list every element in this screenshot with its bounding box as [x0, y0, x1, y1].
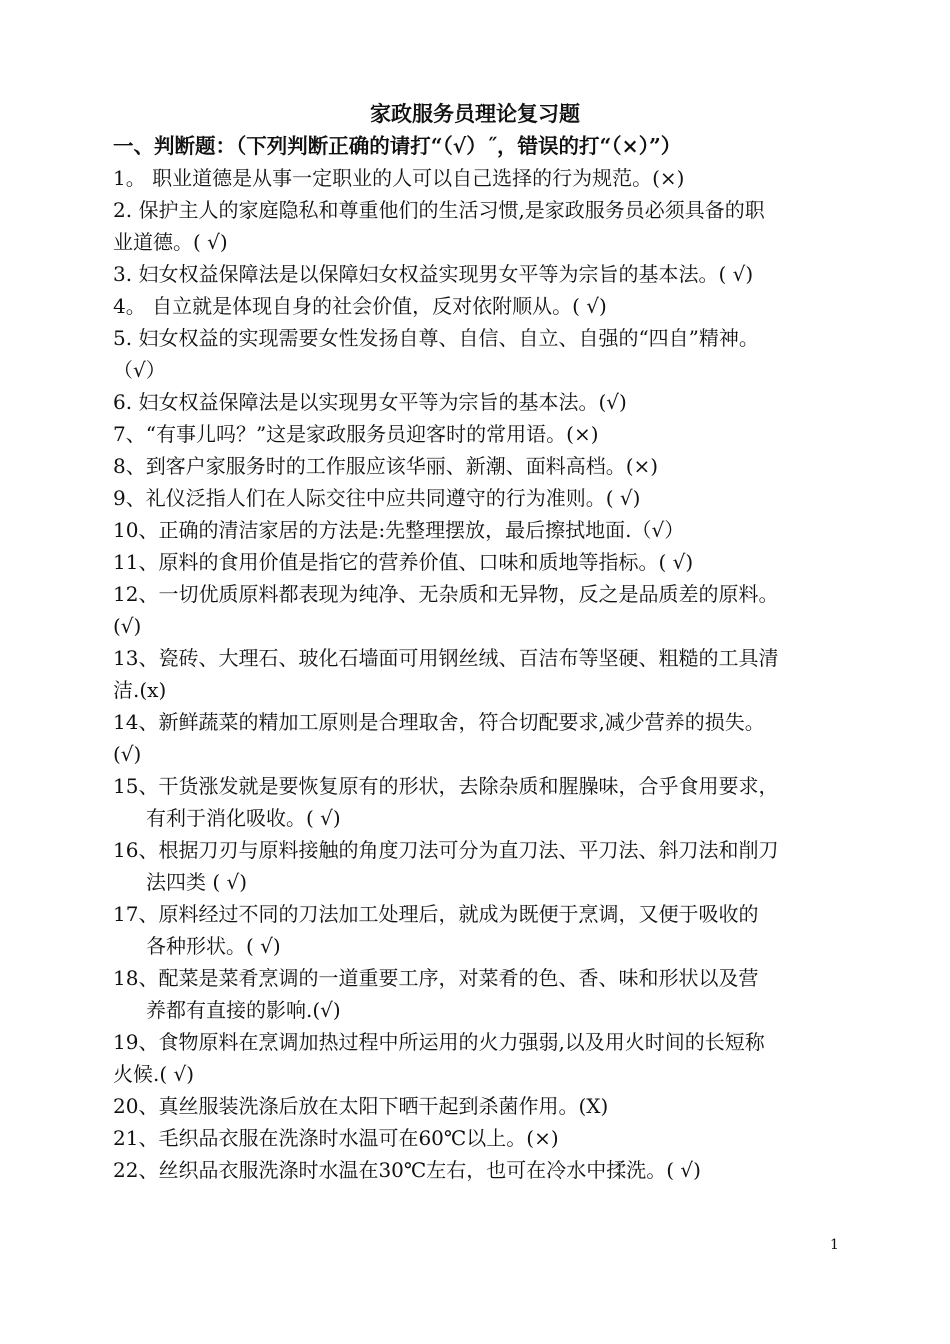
question-item [113, 1154, 858, 1186]
question-item [113, 898, 858, 962]
question-text: 7、“有事儿吗？”这是家政服务员迎客时的常用语。(×) [113, 422, 599, 446]
question-text-continuation: 有利于消化吸收。( √) [146, 806, 341, 830]
question-text: 8、到客户家服务时的工作服应该华丽、新潮、面料高档。(×) [113, 454, 659, 478]
question-text-continuation: (√) [113, 614, 142, 638]
section-heading: 一、判断题：（下列判断正确的请打“（√）˝，错误的打“（×）”） [113, 134, 682, 158]
question-item [113, 706, 858, 770]
question-text: 5. 妇女权益的实现需要女性发扬自尊、自信、自立、自强的“四自”精神。 [113, 326, 759, 350]
question-text: 4。 自立就是体现自身的社会价值，反对依附顺从。( √) [113, 294, 607, 318]
question-item [113, 290, 858, 322]
question-item [113, 514, 858, 546]
question-item [113, 1026, 858, 1090]
question-text: 15、干货涨发就是要恢复原有的形状，去除杂质和腥臊味，合乎食用要求， [113, 774, 779, 798]
page-number: 1 [830, 1237, 839, 1253]
question-text: 2. 保护主人的家庭隐私和尊重他们的生活习惯,是家政服务员必须具备的职 [113, 198, 765, 222]
question-text-continuation: 业道德。( √) [113, 230, 228, 254]
question-item [113, 1122, 858, 1154]
question-text-continuation: （√） [113, 358, 166, 382]
question-item [113, 258, 858, 290]
question-text-continuation: 各种形状。( √) [146, 934, 281, 958]
question-text: 18、配菜是菜肴烹调的一道重要工序，对菜肴的色、香、味和形状以及营 [113, 966, 759, 990]
question-item [113, 578, 858, 642]
question-text: 9、礼仪泛指人们在人际交往中应共同遵守的行为准则。( √) [113, 486, 641, 510]
page-title: 家政服务员理论复习题 [370, 101, 580, 126]
question-item [113, 546, 858, 578]
question-text-continuation: 法四类 ( √) [146, 870, 248, 894]
question-text: 13、瓷砖、大理石、玻化石墙面可用钢丝绒、百洁布等坚硬、粗糙的工具清 [113, 646, 779, 670]
question-text: 1。 职业道德是从事一定职业的人可以自己选择的行为规范。(×) [113, 166, 685, 190]
question-text-continuation: 养都有直接的影响.(√) [146, 998, 341, 1022]
question-text-continuation: (√) [113, 742, 142, 766]
question-text: 22、丝织品衣服洗涤时水温在30℃左右，也可在冷水中揉洗。( √) [113, 1158, 701, 1182]
question-item [113, 642, 858, 706]
question-item [113, 450, 858, 482]
question-text: 3. 妇女权益保障法是以保障妇女权益实现男女平等为宗旨的基本法。( √) [113, 262, 754, 286]
question-text: 14、新鲜蔬菜的精加工原则是合理取舍，符合切配要求,减少营养的损失。 [113, 710, 765, 734]
question-text: 19、食物原料在烹调加热过程中所运用的火力强弱,以及用火时间的长短称 [113, 1030, 765, 1054]
question-item [113, 962, 858, 1026]
question-item [113, 194, 858, 258]
question-item [113, 1090, 858, 1122]
question-item [113, 770, 858, 834]
question-text-continuation: 洁.(x) [113, 678, 167, 702]
question-text: 17、原料经过不同的刀法加工处理后，就成为既便于烹调，又便于吸收的 [113, 902, 759, 926]
question-item [113, 482, 858, 514]
question-item [113, 386, 858, 418]
question-item [113, 322, 858, 386]
question-item [113, 834, 858, 898]
question-text: 6. 妇女权益保障法是以实现男女平等为宗旨的基本法。(√) [113, 390, 627, 414]
question-text: 10、正确的清洁家居的方法是:先整理摆放，最后擦拭地面.（√） [113, 518, 685, 542]
question-item [113, 418, 858, 450]
question-text-continuation: 火候.( √) [113, 1062, 195, 1086]
question-item [113, 162, 858, 194]
question-text: 16、根据刀刃与原料接触的角度刀法可分为直刀法、平刀法、斜刀法和削刀 [113, 838, 779, 862]
question-list [113, 162, 858, 1186]
question-text: 11、原料的食用价值是指它的营养价值、口味和质地等指标。( √) [113, 550, 694, 574]
question-text: 12、一切优质原料都表现为纯净、无杂质和无异物，反之是品质差的原料。 [113, 582, 779, 606]
question-text: 21、毛织品衣服在洗涤时水温可在60℃以上。(×) [113, 1126, 559, 1150]
question-text: 20、真丝服装洗涤后放在太阳下晒干起到杀菌作用。(X) [113, 1094, 609, 1118]
